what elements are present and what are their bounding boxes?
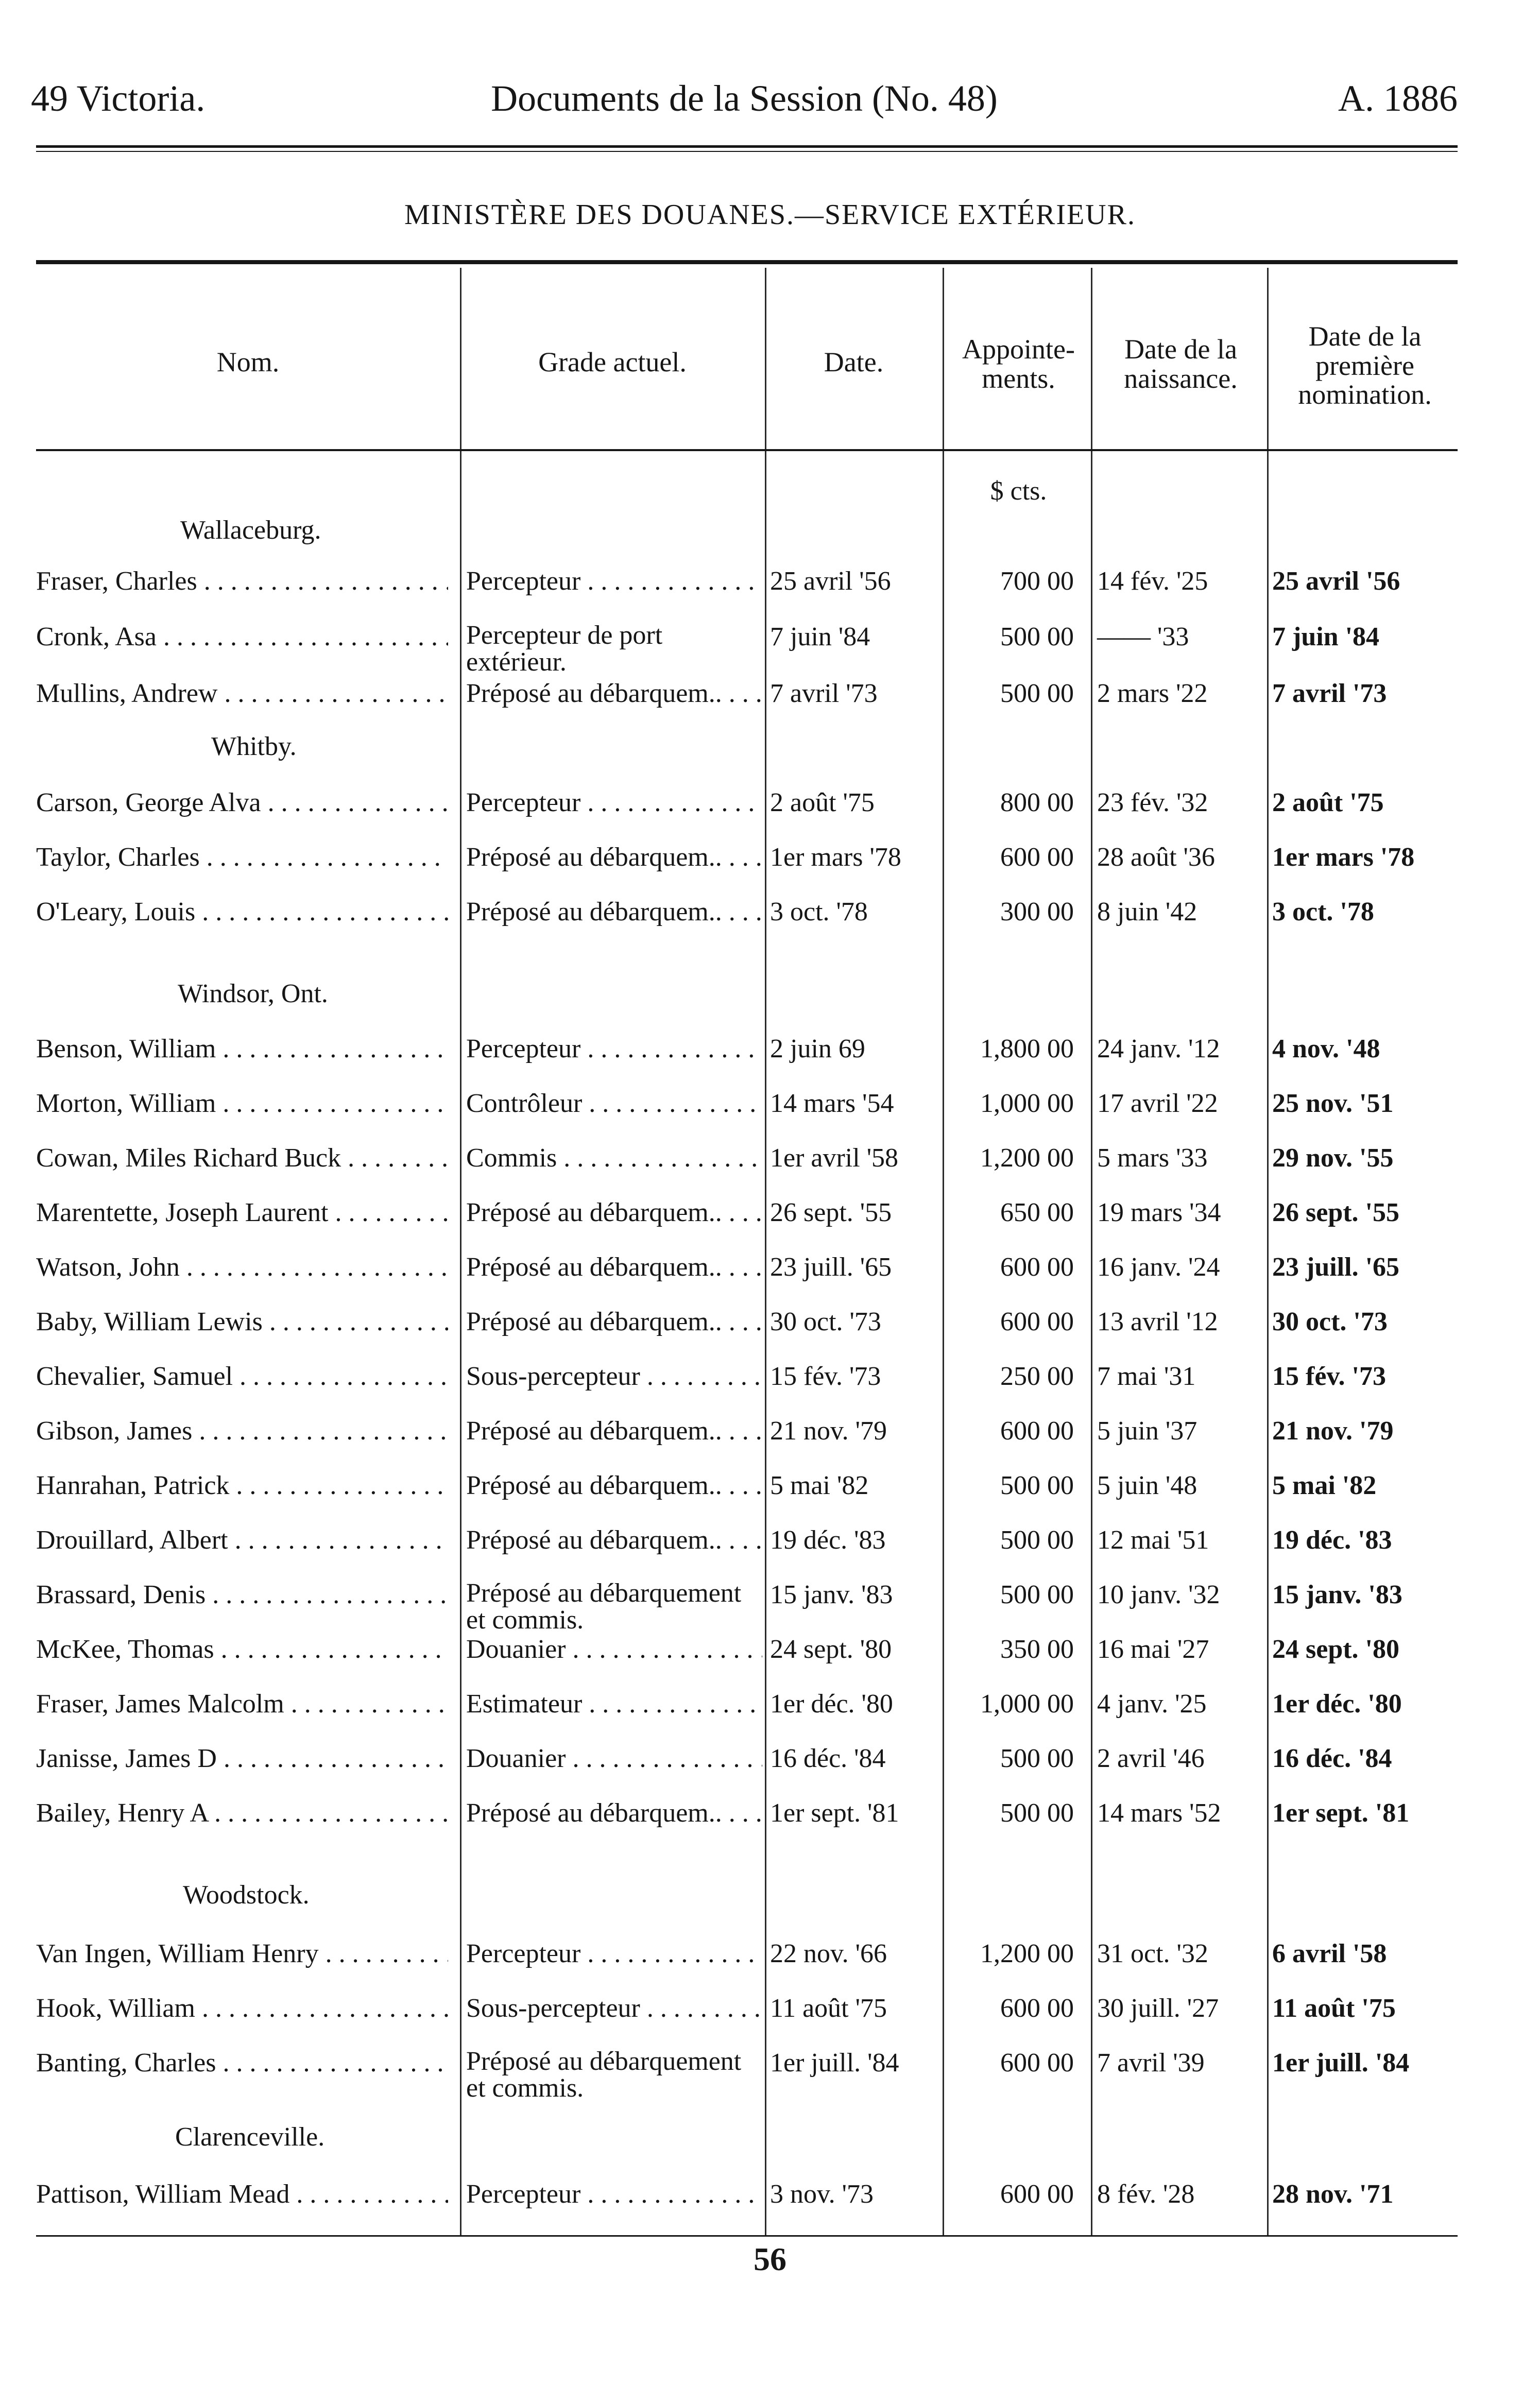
appointment-date: 14 mars '54 [770, 1089, 894, 1118]
currency-label: $ cts. [990, 476, 1047, 506]
appointment-date: 24 sept. '80 [770, 1635, 892, 1664]
birth-date: —— '33 [1097, 622, 1189, 651]
birth-date: 28 août '36 [1097, 843, 1215, 872]
document-title: Documents de la Session (No. 48) [491, 78, 998, 119]
salary: 1,000 00 [980, 1089, 1074, 1118]
first-appointment: 21 nov. '79 [1272, 1416, 1394, 1446]
employee-name: Cronk, Asa . . . [36, 622, 448, 651]
employee-name: Janisse, James D . . . [36, 1744, 448, 1773]
first-appointment: 24 sept. '80 [1272, 1635, 1399, 1664]
appointment-date: 23 juill. '65 [770, 1252, 892, 1282]
salary: 1,200 00 [980, 1143, 1074, 1173]
first-appointment: 25 nov. '51 [1272, 1089, 1394, 1118]
first-appointment: 16 déc. '84 [1272, 1744, 1392, 1773]
birth-date: 14 fév. '25 [1097, 567, 1208, 596]
birth-date: 16 janv. '24 [1097, 1252, 1220, 1282]
employee-name: Watson, John . . . [36, 1252, 448, 1282]
salary: 650 00 [1000, 1198, 1074, 1227]
grade: Douanier . . . [466, 1744, 762, 1773]
employee-name: Baby, William Lewis . . . [36, 1307, 448, 1336]
first-appointment: 23 juill. '65 [1272, 1252, 1400, 1282]
birth-date: 8 juin '42 [1097, 897, 1197, 926]
first-appointment: 25 avril '56 [1272, 567, 1400, 596]
appointment-date: 30 oct. '73 [770, 1307, 881, 1336]
grade: Estimateur . . . [466, 1689, 762, 1719]
employee-name: Pattison, William Mead . . . [36, 2180, 448, 2209]
employee-name: Benson, William . . . [36, 1034, 448, 1063]
appointment-date: 3 nov. '73 [770, 2180, 874, 2209]
volume-label: 49 Victoria. [31, 78, 206, 119]
birth-date: 5 juin '48 [1097, 1471, 1197, 1500]
appointment-date: 2 juin 69 [770, 1034, 865, 1063]
salary: 350 00 [1000, 1635, 1074, 1664]
salary: 600 00 [1000, 2048, 1074, 2078]
header-rule-thin [36, 151, 1458, 152]
birth-date: 5 juin '37 [1097, 1416, 1197, 1446]
birth-date: 12 mai '51 [1097, 1525, 1209, 1555]
birth-date: 31 oct. '32 [1097, 1939, 1208, 1968]
employee-name: Morton, William . . . [36, 1089, 448, 1118]
employee-name: Bailey, Henry A . . . [36, 1798, 448, 1828]
grade: Préposé au débarquem.. . . . [466, 1471, 762, 1500]
column-header-grade: Grade actuel. [538, 347, 687, 378]
subtitle-rule [36, 260, 1458, 264]
column-divider [765, 268, 766, 2235]
grade: Préposé au débarquem.. . . . [466, 679, 762, 708]
grade: Commis . . . [466, 1143, 762, 1173]
appointment-date: 25 avril '56 [770, 567, 891, 596]
section-title: Clarenceville. [175, 2122, 325, 2152]
salary: 600 00 [1000, 1252, 1074, 1282]
salary: 600 00 [1000, 843, 1074, 872]
appointment-date: 22 nov. '66 [770, 1939, 887, 1968]
employee-name: Drouillard, Albert . . . [36, 1525, 448, 1555]
appointment-date: 15 janv. '83 [770, 1580, 893, 1609]
birth-date: 10 janv. '32 [1097, 1580, 1220, 1609]
salary: 600 00 [1000, 1994, 1074, 2023]
grade: Préposé au débarquem.. . . . [466, 1307, 762, 1336]
year-label: A. 1886 [1338, 78, 1458, 119]
grade: Préposé au débarquem.. . . . [466, 1198, 762, 1227]
grade: Percepteur . . . [466, 567, 762, 596]
birth-date: 16 mai '27 [1097, 1635, 1209, 1664]
salary: 1,800 00 [980, 1034, 1074, 1063]
first-appointment: 6 avril '58 [1272, 1939, 1387, 1968]
employee-name: Brassard, Denis . . . [36, 1580, 448, 1609]
appointment-date: 11 août '75 [770, 1994, 887, 2023]
appointment-date: 2 août '75 [770, 788, 875, 817]
salary: 600 00 [1000, 1416, 1074, 1446]
first-appointment: 7 juin '84 [1272, 622, 1380, 651]
grade: Sous-percepteur . . . [466, 1994, 762, 2023]
grade: Préposé au débarquem.. . . . [466, 1525, 762, 1555]
column-header-date: Date. [824, 347, 884, 378]
employee-name: Hook, William . . . [36, 1994, 448, 2023]
appointment-date: 21 nov. '79 [770, 1416, 887, 1446]
first-appointment: 29 nov. '55 [1272, 1143, 1394, 1173]
employee-name: Marentette, Joseph Laurent . . . [36, 1198, 448, 1227]
grade: Préposé au débarquem.. . . . [466, 1416, 762, 1446]
first-appointment: 1er déc. '80 [1272, 1689, 1402, 1719]
column-header-birth: Date de la naissance. [1124, 334, 1238, 394]
birth-date: 8 fév. '28 [1097, 2180, 1195, 2209]
first-appointment: 30 oct. '73 [1272, 1307, 1388, 1336]
employee-name: McKee, Thomas . . . [36, 1635, 448, 1664]
salary: 600 00 [1000, 1307, 1074, 1336]
employee-name: Hanrahan, Patrick . . . [36, 1471, 448, 1500]
column-header-name: Nom. [216, 347, 280, 378]
first-appointment: 15 fév. '73 [1272, 1362, 1386, 1391]
page-subtitle: MINISTÈRE DES DOUANES.—SERVICE EXTÉRIEUR. [404, 199, 1136, 231]
birth-date: 23 fév. '32 [1097, 788, 1208, 817]
salary: 500 00 [1000, 1525, 1074, 1555]
birth-date: 2 avril '46 [1097, 1744, 1205, 1773]
first-appointment: 4 nov. '48 [1272, 1034, 1380, 1063]
birth-date: 2 mars '22 [1097, 679, 1208, 708]
employee-name: Cowan, Miles Richard Buck . . . [36, 1143, 448, 1173]
salary: 500 00 [1000, 1744, 1074, 1773]
birth-date: 19 mars '34 [1097, 1198, 1221, 1227]
grade: Percepteur . . . [466, 1034, 762, 1063]
birth-date: 4 janv. '25 [1097, 1689, 1207, 1719]
column-divider [1267, 268, 1269, 2235]
first-appointment: 2 août '75 [1272, 788, 1384, 817]
footer-rule [36, 2235, 1458, 2237]
employee-name: Carson, George Alva . . . [36, 788, 448, 817]
column-header-rule [36, 449, 1458, 451]
first-appointment: 5 mai '82 [1272, 1471, 1377, 1500]
first-appointment: 28 nov. '71 [1272, 2180, 1394, 2209]
first-appointment: 11 août '75 [1272, 1994, 1396, 2023]
first-appointment: 1er sept. '81 [1272, 1798, 1410, 1828]
birth-date: 14 mars '52 [1097, 1798, 1221, 1828]
employee-name: Van Ingen, William Henry . . . [36, 1939, 448, 1968]
birth-date: 13 avril '12 [1097, 1307, 1218, 1336]
grade: Sous-percepteur . . . [466, 1362, 762, 1391]
column-header-first: Date de la première nomination. [1298, 321, 1432, 410]
appointment-date: 1er juill. '84 [770, 2048, 899, 2078]
page-number: 56 [754, 2241, 786, 2277]
first-appointment: 19 déc. '83 [1272, 1525, 1392, 1555]
salary: 300 00 [1000, 897, 1074, 926]
salary: 800 00 [1000, 788, 1074, 817]
grade: Percepteur . . . [466, 1939, 762, 1968]
salary: 500 00 [1000, 1798, 1074, 1828]
employee-name: Fraser, James Malcolm . . . [36, 1689, 448, 1719]
grade: Préposé au débarquement et commis. [466, 1580, 742, 1634]
salary: 1,200 00 [980, 1939, 1074, 1968]
appointment-date: 1er déc. '80 [770, 1689, 893, 1719]
employee-name: Gibson, James . . . [36, 1416, 448, 1446]
column-divider [460, 268, 461, 2235]
grade: Préposé au débarquem.. . . . [466, 1798, 762, 1828]
first-appointment: 7 avril '73 [1272, 679, 1387, 708]
employee-name: Mullins, Andrew . . . [36, 679, 448, 708]
running-header [31, 77, 1458, 118]
employee-name: Taylor, Charles . . . [36, 843, 448, 872]
employee-name: Chevalier, Samuel . . . [36, 1362, 448, 1391]
salary: 250 00 [1000, 1362, 1074, 1391]
header-rule [36, 145, 1458, 148]
section-title: Woodstock. [183, 1880, 310, 1910]
birth-date: 17 avril '22 [1097, 1089, 1218, 1118]
appointment-date: 7 avril '73 [770, 679, 878, 708]
salary: 600 00 [1000, 2180, 1074, 2209]
salary: 1,000 00 [980, 1689, 1074, 1719]
first-appointment: 3 oct. '78 [1272, 897, 1374, 926]
salary: 500 00 [1000, 679, 1074, 708]
section-title: Windsor, Ont. [178, 979, 328, 1008]
appointment-date: 1er sept. '81 [770, 1798, 899, 1828]
first-appointment: 1er juill. '84 [1272, 2048, 1410, 2078]
birth-date: 7 avril '39 [1097, 2048, 1205, 2078]
appointment-date: 1er avril '58 [770, 1143, 899, 1173]
employee-name: Banting, Charles . . . [36, 2048, 448, 2078]
birth-date: 30 juill. '27 [1097, 1994, 1219, 2023]
grade: Préposé au débarquem.. . . . [466, 843, 762, 872]
grade: Percepteur . . . [466, 2180, 762, 2209]
first-appointment: 1er mars '78 [1272, 843, 1415, 872]
grade: Préposé au débarquem.. . . . [466, 897, 762, 926]
first-appointment: 26 sept. '55 [1272, 1198, 1399, 1227]
employee-name: O'Leary, Louis . . . [36, 897, 448, 926]
appointment-date: 3 oct. '78 [770, 897, 868, 926]
grade: Percepteur . . . [466, 788, 762, 817]
birth-date: 5 mars '33 [1097, 1143, 1208, 1173]
salary: 500 00 [1000, 1471, 1074, 1500]
grade: Percepteur de port extérieur. [466, 622, 663, 676]
appointment-date: 26 sept. '55 [770, 1198, 892, 1227]
column-divider [1091, 268, 1092, 2235]
appointment-date: 15 fév. '73 [770, 1362, 881, 1391]
appointment-date: 19 déc. '83 [770, 1525, 886, 1555]
appointment-date: 5 mai '82 [770, 1471, 869, 1500]
grade: Douanier . . . [466, 1635, 762, 1664]
appointment-date: 7 juin '84 [770, 622, 870, 651]
section-title: Whitby. [211, 732, 297, 761]
appointment-date: 1er mars '78 [770, 843, 901, 872]
salary: 500 00 [1000, 622, 1074, 651]
grade: Contrôleur . . . [466, 1089, 762, 1118]
birth-date: 24 janv. '12 [1097, 1034, 1220, 1063]
appointment-date: 16 déc. '84 [770, 1744, 886, 1773]
column-header-appointments: Appointe-ments. [962, 334, 1075, 394]
birth-date: 7 mai '31 [1097, 1362, 1196, 1391]
salary: 500 00 [1000, 1580, 1074, 1609]
section-title: Wallaceburg. [180, 516, 321, 545]
grade: Préposé au débarquem.. . . . [466, 1252, 762, 1282]
employee-name: Fraser, Charles . . . [36, 567, 448, 596]
first-appointment: 15 janv. '83 [1272, 1580, 1402, 1609]
grade: Préposé au débarquement et commis. [466, 2048, 742, 2102]
salary: 700 00 [1000, 567, 1074, 596]
